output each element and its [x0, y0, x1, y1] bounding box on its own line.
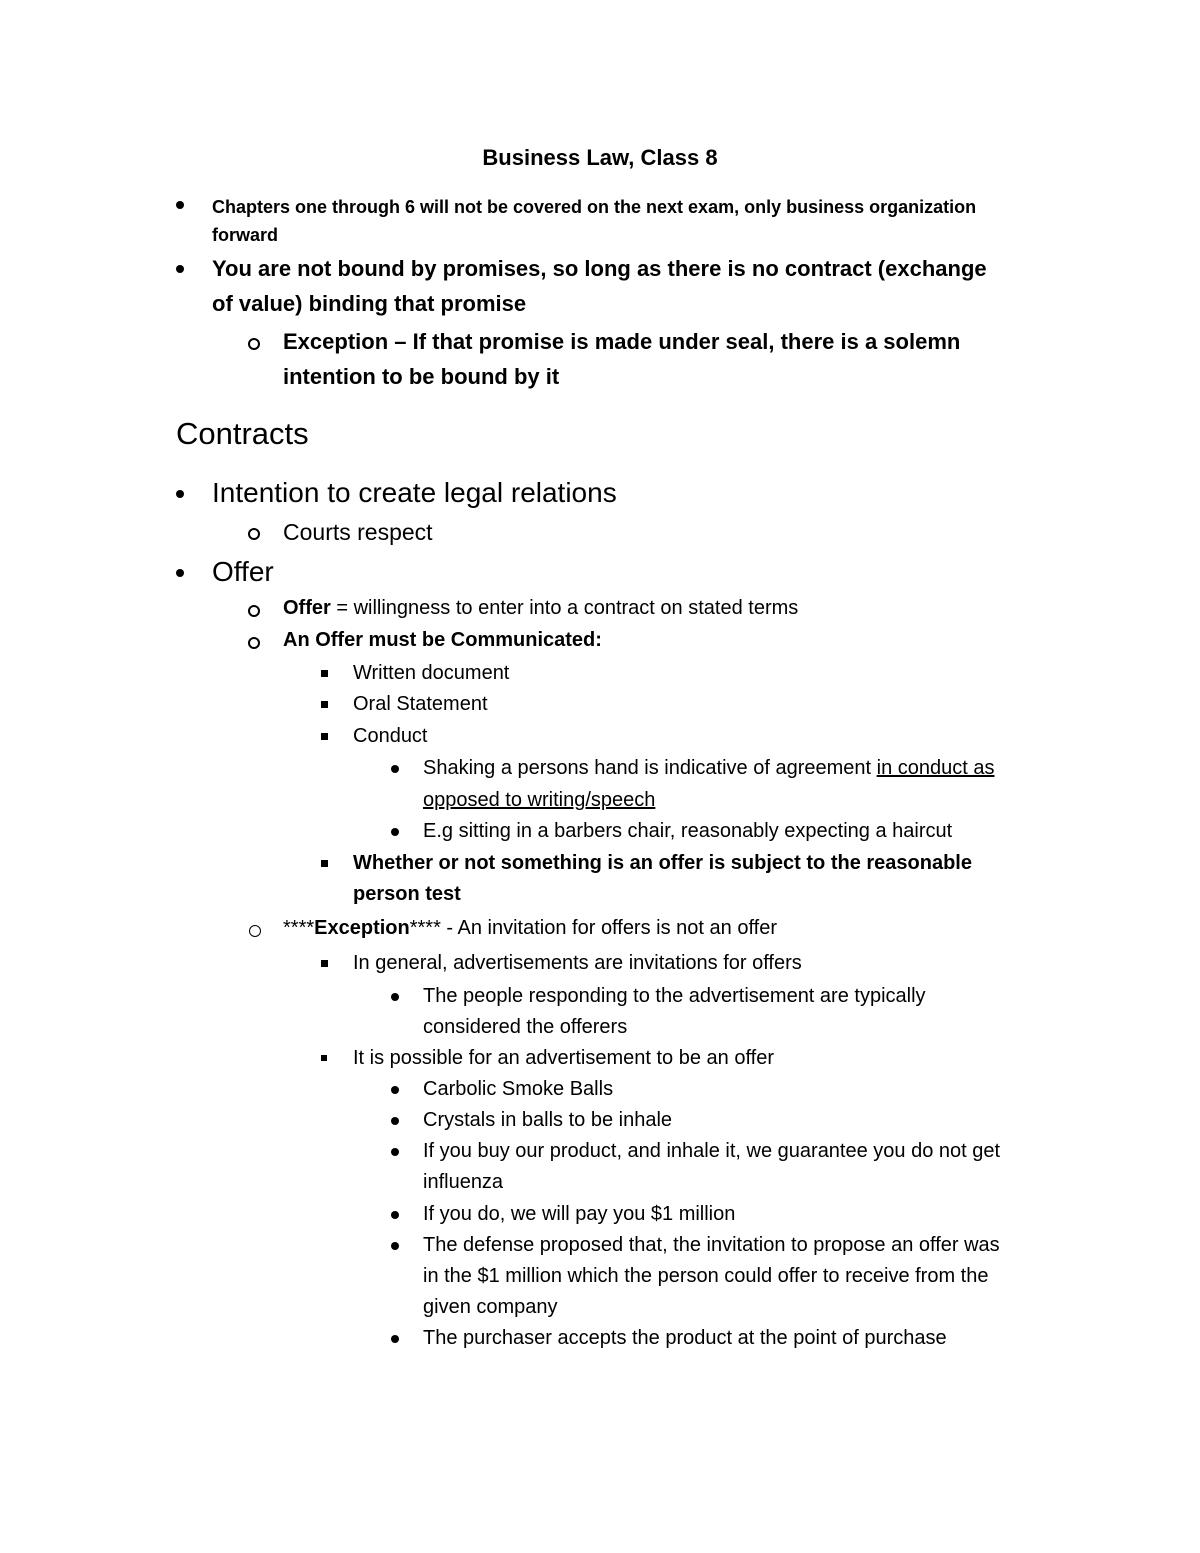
exception-stars-post: **** [409, 917, 441, 939]
sub-bullet-icon [249, 925, 261, 937]
bullet-icon [391, 1242, 399, 1250]
point-4: If you do, we will pay you $1 million [423, 1203, 736, 1225]
exception-label: Exception [314, 917, 410, 939]
intro-sub-line-2: intention to be bound by it [283, 364, 560, 389]
reasonable-line-2: person test [353, 883, 461, 905]
way-oral: Oral Statement [353, 693, 488, 715]
exception-text: - An invitation for offers is not an offer [440, 917, 777, 939]
way-written: Written document [353, 662, 510, 684]
offer-definition-term: Offer [283, 597, 331, 619]
general-sub-line-1: The people responding to the advertisement are typically [423, 985, 926, 1007]
offer-definition [283, 597, 798, 620]
intro-item-1-line-1: Chapters one through 6 will not be covered on the next exam, only business organization [212, 197, 977, 217]
offer-label: Offer [212, 556, 274, 587]
bullet-icon [176, 201, 184, 209]
point-5-line-1: The defense proposed that, the invitation to propose an offer was [423, 1234, 1000, 1256]
bullet-icon [391, 828, 399, 836]
way-conduct: Conduct [353, 725, 428, 747]
exception-possible: It is possible for an advertisement to be an offer [353, 1047, 774, 1069]
sub-bullet-icon [248, 528, 260, 540]
bullet-icon [391, 1211, 399, 1219]
conduct-example-1-line-1 [423, 757, 994, 780]
square-bullet-icon [321, 733, 328, 740]
exception-line [283, 917, 777, 940]
point-5-line-3: given company [423, 1296, 558, 1318]
conduct-example-1-text: Shaking a persons hand is indicative of agreement [423, 757, 877, 779]
square-bullet-icon [321, 860, 328, 867]
bullet-icon [391, 993, 399, 1001]
reasonable-line-1: Whether or not something is an offer is subject to the reasonable [353, 852, 972, 874]
intro-item-2-line-1: You are not bound by promises, so long as there is no contract (exchange [212, 256, 987, 281]
intro-item-2-line-2: of value) binding that promise [212, 291, 527, 316]
bullet-icon [391, 1335, 399, 1343]
point-3-line-2: influenza [423, 1171, 504, 1193]
bullet-icon [391, 765, 399, 773]
conduct-example-1-line-2: opposed to writing/speech [423, 789, 656, 811]
bullet-icon [176, 490, 184, 498]
sub-bullet-icon [248, 338, 260, 350]
point-3-line-1: If you buy our product, and inhale it, we guarantee you do not get [423, 1140, 1001, 1162]
intention-sub: Courts respect [283, 519, 433, 545]
bullet-icon [176, 265, 184, 273]
bullet-icon [176, 569, 184, 577]
exception-stars-pre: **** [283, 917, 315, 939]
square-bullet-icon [321, 960, 328, 967]
intro-item-1-line-2: forward [212, 225, 279, 245]
square-bullet-icon [321, 1055, 327, 1061]
point-5-line-2: in the $1 million which the person could offer to receive from the [423, 1265, 989, 1287]
conduct-example-2: E.g sitting in a barbers chair, reasonably expecting a haircut [423, 820, 953, 842]
square-bullet-icon [321, 670, 328, 677]
point-6: The purchaser accepts the product at the point of purchase [423, 1327, 947, 1349]
general-sub-line-2: considered the offerers [423, 1016, 628, 1038]
bullet-icon [391, 1086, 399, 1094]
square-bullet-icon [321, 701, 328, 708]
section-heading-contracts: Contracts [176, 416, 309, 451]
offer-communicated: An Offer must be Communicated: [283, 629, 602, 651]
point-2: Crystals in balls to be inhale [423, 1109, 673, 1131]
sub-bullet-icon [248, 605, 260, 617]
sub-bullet-icon [248, 637, 260, 649]
exception-general: In general, advertisements are invitations for offers [353, 952, 802, 974]
bullet-icon [391, 1148, 399, 1156]
page-title: Business Law, Class 8 [482, 145, 718, 170]
bullet-icon [391, 1117, 399, 1125]
offer-definition-text: = willingness to enter into a contract on stated terms [330, 597, 799, 619]
intro-sub-line-1: Exception – If that promise is made under seal, there is a solemn [283, 329, 961, 354]
conduct-example-1-underline: in conduct as [876, 757, 995, 779]
point-1: Carbolic Smoke Balls [423, 1078, 614, 1100]
intention-label: Intention to create legal relations [212, 477, 617, 508]
